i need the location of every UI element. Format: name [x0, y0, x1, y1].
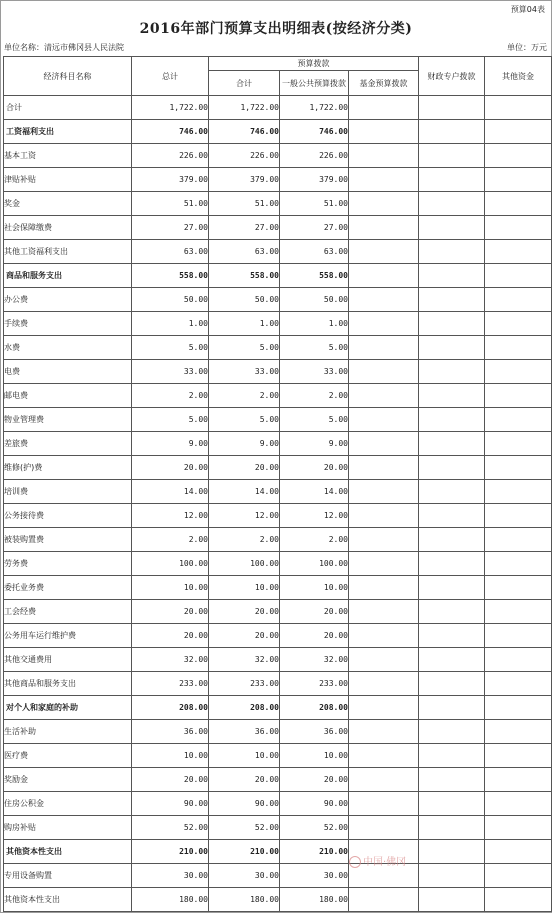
- cell-general-budget: 1.00: [280, 312, 349, 336]
- cell-total: 20.00: [132, 600, 209, 624]
- cell-item-name: 培训费: [4, 480, 132, 504]
- cell-general-budget: 33.00: [280, 360, 349, 384]
- cell-other-funds: [485, 216, 552, 240]
- cell-other-funds: [485, 552, 552, 576]
- cell-other-funds: [485, 528, 552, 552]
- cell-total: 51.00: [132, 192, 209, 216]
- cell-special-funds: [419, 360, 485, 384]
- cell-other-funds: [485, 648, 552, 672]
- col-header-budget-group: 预算拨款: [209, 57, 419, 71]
- table-body: [4, 96, 552, 912]
- cell-other-funds: [485, 720, 552, 744]
- cell-budget-total: 27.00: [209, 216, 280, 240]
- cell-general-budget: 27.00: [280, 216, 349, 240]
- cell-other-funds: [485, 480, 552, 504]
- cell-other-funds: [485, 696, 552, 720]
- watermark-text: 中国·佛冈: [363, 857, 407, 868]
- cell-budget-total: 9.00: [209, 432, 280, 456]
- cell-total: 14.00: [132, 480, 209, 504]
- cell-total: 233.00: [132, 672, 209, 696]
- cell-special-funds: [419, 96, 485, 120]
- cell-special-funds: [419, 432, 485, 456]
- cell-other-funds: [485, 504, 552, 528]
- cell-item-name: 委托业务费: [4, 576, 132, 600]
- cell-item-name: 水费: [4, 336, 132, 360]
- cell-other-funds: [485, 408, 552, 432]
- cell-other-funds: [485, 768, 552, 792]
- cell-special-funds: [419, 744, 485, 768]
- cell-other-funds: [485, 624, 552, 648]
- cell-special-funds: [419, 792, 485, 816]
- cell-fund-budget: [349, 432, 419, 456]
- table-row: [4, 720, 552, 744]
- cell-general-budget: 20.00: [280, 600, 349, 624]
- cell-general-budget: 12.00: [280, 504, 349, 528]
- cell-general-budget: 233.00: [280, 672, 349, 696]
- cell-fund-budget: [349, 504, 419, 528]
- cell-total: 36.00: [132, 720, 209, 744]
- cell-special-funds: [419, 672, 485, 696]
- col-header-general-budget: 一般公共预算拨款: [280, 71, 349, 96]
- table-row: [4, 216, 552, 240]
- cell-other-funds: [485, 456, 552, 480]
- cell-item-name: 维修(护)费: [4, 456, 132, 480]
- cell-budget-total: 210.00: [209, 840, 280, 864]
- cell-general-budget: 20.00: [280, 624, 349, 648]
- cell-other-funds: [485, 816, 552, 840]
- table-row: [4, 768, 552, 792]
- cell-item-name: 邮电费: [4, 384, 132, 408]
- cell-item-name: 工会经费: [4, 600, 132, 624]
- col-header-budget-total: 合计: [209, 71, 280, 96]
- cell-other-funds: [485, 576, 552, 600]
- cell-item-name: 差旅费: [4, 432, 132, 456]
- table-row: [4, 432, 552, 456]
- unit-name: 单位名称：清远市佛冈县人民法院: [4, 43, 124, 52]
- table-row: [4, 120, 552, 144]
- cell-budget-total: 33.00: [209, 360, 280, 384]
- cell-special-funds: [419, 168, 485, 192]
- table-row: [4, 552, 552, 576]
- cell-general-budget: 226.00: [280, 144, 349, 168]
- table-row: [4, 312, 552, 336]
- table-row: [4, 504, 552, 528]
- cell-special-funds: [419, 216, 485, 240]
- cell-total: 10.00: [132, 744, 209, 768]
- col-header-item: 经济科目名称: [4, 57, 132, 96]
- cell-fund-budget: [349, 456, 419, 480]
- page-title: 2016年部门预算支出明细表(按经济分类): [139, 21, 413, 37]
- cell-total: 9.00: [132, 432, 209, 456]
- cell-fund-budget: [349, 312, 419, 336]
- cell-fund-budget: [349, 720, 419, 744]
- cell-total: 226.00: [132, 144, 209, 168]
- cell-item-name: 医疗费: [4, 744, 132, 768]
- cell-total: 12.00: [132, 504, 209, 528]
- table-row: [4, 792, 552, 816]
- cell-budget-total: 50.00: [209, 288, 280, 312]
- cell-fund-budget: [349, 168, 419, 192]
- cell-budget-total: 32.00: [209, 648, 280, 672]
- cell-item-name: 生活补助: [4, 720, 132, 744]
- cell-budget-total: 20.00: [209, 768, 280, 792]
- cell-fund-budget: [349, 768, 419, 792]
- cell-total: 63.00: [132, 240, 209, 264]
- cell-item-name: 合计: [4, 96, 132, 120]
- cell-fund-budget: [349, 600, 419, 624]
- cell-total: 2.00: [132, 528, 209, 552]
- col-header-other-funds: 其他资金: [485, 57, 552, 96]
- cell-fund-budget: [349, 288, 419, 312]
- cell-other-funds: [485, 888, 552, 912]
- cell-general-budget: 558.00: [280, 264, 349, 288]
- unit-line: [4, 42, 547, 53]
- cell-other-funds: [485, 840, 552, 864]
- cell-budget-total: 10.00: [209, 744, 280, 768]
- cell-fund-budget: [349, 360, 419, 384]
- table-row: [4, 360, 552, 384]
- col-header-fund-budget: 基金预算拨款: [349, 71, 419, 96]
- cell-other-funds: [485, 792, 552, 816]
- cell-general-budget: 379.00: [280, 168, 349, 192]
- cell-other-funds: [485, 432, 552, 456]
- cell-budget-total: 2.00: [209, 384, 280, 408]
- cell-special-funds: [419, 264, 485, 288]
- cell-other-funds: [485, 144, 552, 168]
- cell-item-name: 被装购置费: [4, 528, 132, 552]
- cell-item-name: 其他资本性支出: [4, 840, 132, 864]
- cell-other-funds: [485, 336, 552, 360]
- cell-general-budget: 50.00: [280, 288, 349, 312]
- col-header-total: 总计: [132, 57, 209, 96]
- cell-item-name: 专用设备购置: [4, 864, 132, 888]
- cell-item-name: 津贴补贴: [4, 168, 132, 192]
- cell-item-name: 社会保障缴费: [4, 216, 132, 240]
- cell-item-name: 工资福利支出: [4, 120, 132, 144]
- cell-general-budget: 2.00: [280, 384, 349, 408]
- cell-general-budget: 52.00: [280, 816, 349, 840]
- cell-general-budget: 1,722.00: [280, 96, 349, 120]
- cell-total: 100.00: [132, 552, 209, 576]
- cell-budget-total: 36.00: [209, 720, 280, 744]
- cell-other-funds: [485, 672, 552, 696]
- cell-total: 20.00: [132, 768, 209, 792]
- cell-item-name: 电费: [4, 360, 132, 384]
- table-row: [4, 192, 552, 216]
- cell-budget-total: 208.00: [209, 696, 280, 720]
- cell-fund-budget: [349, 120, 419, 144]
- cell-general-budget: 180.00: [280, 888, 349, 912]
- cell-total: 20.00: [132, 456, 209, 480]
- cell-total: 180.00: [132, 888, 209, 912]
- cell-special-funds: [419, 840, 485, 864]
- table-row: [4, 888, 552, 912]
- cell-general-budget: 63.00: [280, 240, 349, 264]
- cell-fund-budget: [349, 552, 419, 576]
- cell-fund-budget: [349, 264, 419, 288]
- cell-total: 20.00: [132, 624, 209, 648]
- cell-other-funds: [485, 288, 552, 312]
- cell-general-budget: 30.00: [280, 864, 349, 888]
- cell-special-funds: [419, 768, 485, 792]
- cell-total: 52.00: [132, 816, 209, 840]
- cell-other-funds: [485, 168, 552, 192]
- cell-general-budget: 2.00: [280, 528, 349, 552]
- cell-budget-total: 379.00: [209, 168, 280, 192]
- cell-special-funds: [419, 576, 485, 600]
- table-row: [4, 648, 552, 672]
- cell-budget-total: 51.00: [209, 192, 280, 216]
- cell-item-name: 其他商品和服务支出: [4, 672, 132, 696]
- cell-budget-total: 20.00: [209, 456, 280, 480]
- cell-fund-budget: [349, 744, 419, 768]
- cell-general-budget: 208.00: [280, 696, 349, 720]
- cell-special-funds: [419, 120, 485, 144]
- cell-special-funds: [419, 408, 485, 432]
- cell-item-name: 基本工资: [4, 144, 132, 168]
- cell-other-funds: [485, 384, 552, 408]
- cell-item-name: 其他工资福利支出: [4, 240, 132, 264]
- cell-total: 208.00: [132, 696, 209, 720]
- cell-other-funds: [485, 360, 552, 384]
- cell-budget-total: 12.00: [209, 504, 280, 528]
- cell-budget-total: 5.00: [209, 408, 280, 432]
- cell-fund-budget: [349, 816, 419, 840]
- cell-general-budget: 210.00: [280, 840, 349, 864]
- cell-fund-budget: [349, 336, 419, 360]
- cell-fund-budget: [349, 240, 419, 264]
- cell-item-name: 手续费: [4, 312, 132, 336]
- cell-budget-total: 2.00: [209, 528, 280, 552]
- cell-total: 10.00: [132, 576, 209, 600]
- table-row: [4, 96, 552, 120]
- cell-fund-budget: [349, 480, 419, 504]
- cell-special-funds: [419, 648, 485, 672]
- cell-budget-total: 52.00: [209, 816, 280, 840]
- table-row: [4, 144, 552, 168]
- cell-fund-budget: [349, 144, 419, 168]
- cell-special-funds: [419, 552, 485, 576]
- cell-special-funds: [419, 288, 485, 312]
- cell-total: 210.00: [132, 840, 209, 864]
- cell-budget-total: 20.00: [209, 624, 280, 648]
- cell-other-funds: [485, 864, 552, 888]
- cell-special-funds: [419, 600, 485, 624]
- cell-special-funds: [419, 816, 485, 840]
- cell-total: 558.00: [132, 264, 209, 288]
- cell-total: 90.00: [132, 792, 209, 816]
- cell-fund-budget: [349, 792, 419, 816]
- table-row: [4, 384, 552, 408]
- cell-special-funds: [419, 144, 485, 168]
- table-row: [4, 408, 552, 432]
- cell-special-funds: [419, 864, 485, 888]
- cell-general-budget: 5.00: [280, 336, 349, 360]
- cell-total: 32.00: [132, 648, 209, 672]
- cell-special-funds: [419, 384, 485, 408]
- cell-total: 1,722.00: [132, 96, 209, 120]
- cell-other-funds: [485, 264, 552, 288]
- table-row: [4, 336, 552, 360]
- cell-special-funds: [419, 720, 485, 744]
- cell-general-budget: 5.00: [280, 408, 349, 432]
- cell-fund-budget: [349, 696, 419, 720]
- cell-other-funds: [485, 312, 552, 336]
- watermark: [349, 853, 406, 868]
- cell-special-funds: [419, 192, 485, 216]
- cell-general-budget: 10.00: [280, 744, 349, 768]
- cell-general-budget: 20.00: [280, 456, 349, 480]
- cell-general-budget: 20.00: [280, 768, 349, 792]
- cell-fund-budget: [349, 528, 419, 552]
- cell-item-name: 其他交通费用: [4, 648, 132, 672]
- cell-budget-total: 233.00: [209, 672, 280, 696]
- cell-special-funds: [419, 888, 485, 912]
- cell-other-funds: [485, 120, 552, 144]
- cell-budget-total: 100.00: [209, 552, 280, 576]
- table-row: [4, 480, 552, 504]
- cell-fund-budget: [349, 96, 419, 120]
- cell-general-budget: 14.00: [280, 480, 349, 504]
- cell-fund-budget: [349, 384, 419, 408]
- cell-item-name: 其他资本性支出: [4, 888, 132, 912]
- cell-general-budget: 32.00: [280, 648, 349, 672]
- cell-general-budget: 51.00: [280, 192, 349, 216]
- cell-total: 5.00: [132, 408, 209, 432]
- cell-item-name: 公务用车运行维护费: [4, 624, 132, 648]
- cell-special-funds: [419, 480, 485, 504]
- cell-special-funds: [419, 624, 485, 648]
- table-row: [4, 264, 552, 288]
- cell-special-funds: [419, 240, 485, 264]
- cell-fund-budget: [349, 648, 419, 672]
- table-row: [4, 528, 552, 552]
- cell-budget-total: 14.00: [209, 480, 280, 504]
- cell-other-funds: [485, 744, 552, 768]
- cell-item-name: 公务接待费: [4, 504, 132, 528]
- cell-general-budget: 100.00: [280, 552, 349, 576]
- cell-budget-total: 558.00: [209, 264, 280, 288]
- form-number: 预算04表: [510, 5, 545, 14]
- cell-item-name: 物业管理费: [4, 408, 132, 432]
- table-row: [4, 624, 552, 648]
- table-row: [4, 456, 552, 480]
- cell-total: 33.00: [132, 360, 209, 384]
- cell-item-name: 劳务费: [4, 552, 132, 576]
- cell-total: 30.00: [132, 864, 209, 888]
- cell-item-name: 对个人和家庭的补助: [4, 696, 132, 720]
- table-row: [4, 864, 552, 888]
- cell-special-funds: [419, 504, 485, 528]
- cell-other-funds: [485, 192, 552, 216]
- table-row: [4, 600, 552, 624]
- cell-special-funds: [419, 456, 485, 480]
- cell-special-funds: [419, 312, 485, 336]
- table-row: [4, 240, 552, 264]
- cell-fund-budget: [349, 408, 419, 432]
- cell-general-budget: 10.00: [280, 576, 349, 600]
- cell-budget-total: 63.00: [209, 240, 280, 264]
- cell-other-funds: [485, 600, 552, 624]
- cell-item-name: 奖金: [4, 192, 132, 216]
- seal-icon: [349, 856, 361, 868]
- cell-budget-total: 746.00: [209, 120, 280, 144]
- cell-budget-total: 180.00: [209, 888, 280, 912]
- cell-general-budget: 90.00: [280, 792, 349, 816]
- cell-budget-total: 90.00: [209, 792, 280, 816]
- cell-fund-budget: [349, 216, 419, 240]
- cell-fund-budget: [349, 576, 419, 600]
- table-row: [4, 744, 552, 768]
- cell-total: 50.00: [132, 288, 209, 312]
- table-row: [4, 168, 552, 192]
- table-row: [4, 672, 552, 696]
- cell-general-budget: 36.00: [280, 720, 349, 744]
- table-row: [4, 840, 552, 864]
- cell-budget-total: 1,722.00: [209, 96, 280, 120]
- budget-table: [3, 56, 552, 912]
- cell-special-funds: [419, 528, 485, 552]
- cell-other-funds: [485, 96, 552, 120]
- cell-general-budget: 9.00: [280, 432, 349, 456]
- cell-total: 27.00: [132, 216, 209, 240]
- col-header-special-funds: 财政专户拨款: [419, 57, 485, 96]
- cell-total: 5.00: [132, 336, 209, 360]
- cell-budget-total: 5.00: [209, 336, 280, 360]
- cell-fund-budget: [349, 624, 419, 648]
- cell-general-budget: 746.00: [280, 120, 349, 144]
- cell-item-name: 购房补贴: [4, 816, 132, 840]
- cell-item-name: 办公费: [4, 288, 132, 312]
- unit-measure: 单位：万元: [507, 43, 547, 52]
- cell-budget-total: 20.00: [209, 600, 280, 624]
- cell-fund-budget: [349, 888, 419, 912]
- cell-other-funds: [485, 240, 552, 264]
- cell-item-name: 商品和服务支出: [4, 264, 132, 288]
- cell-fund-budget: [349, 672, 419, 696]
- cell-special-funds: [419, 696, 485, 720]
- cell-total: 1.00: [132, 312, 209, 336]
- cell-budget-total: 10.00: [209, 576, 280, 600]
- cell-special-funds: [419, 336, 485, 360]
- cell-total: 379.00: [132, 168, 209, 192]
- cell-total: 746.00: [132, 120, 209, 144]
- cell-budget-total: 1.00: [209, 312, 280, 336]
- cell-budget-total: 30.00: [209, 864, 280, 888]
- table-row: [4, 816, 552, 840]
- cell-item-name: 住房公积金: [4, 792, 132, 816]
- cell-item-name: 奖励金: [4, 768, 132, 792]
- table-row: [4, 288, 552, 312]
- table-row: [4, 696, 552, 720]
- cell-total: 2.00: [132, 384, 209, 408]
- cell-fund-budget: [349, 192, 419, 216]
- cell-budget-total: 226.00: [209, 144, 280, 168]
- table-row: [4, 576, 552, 600]
